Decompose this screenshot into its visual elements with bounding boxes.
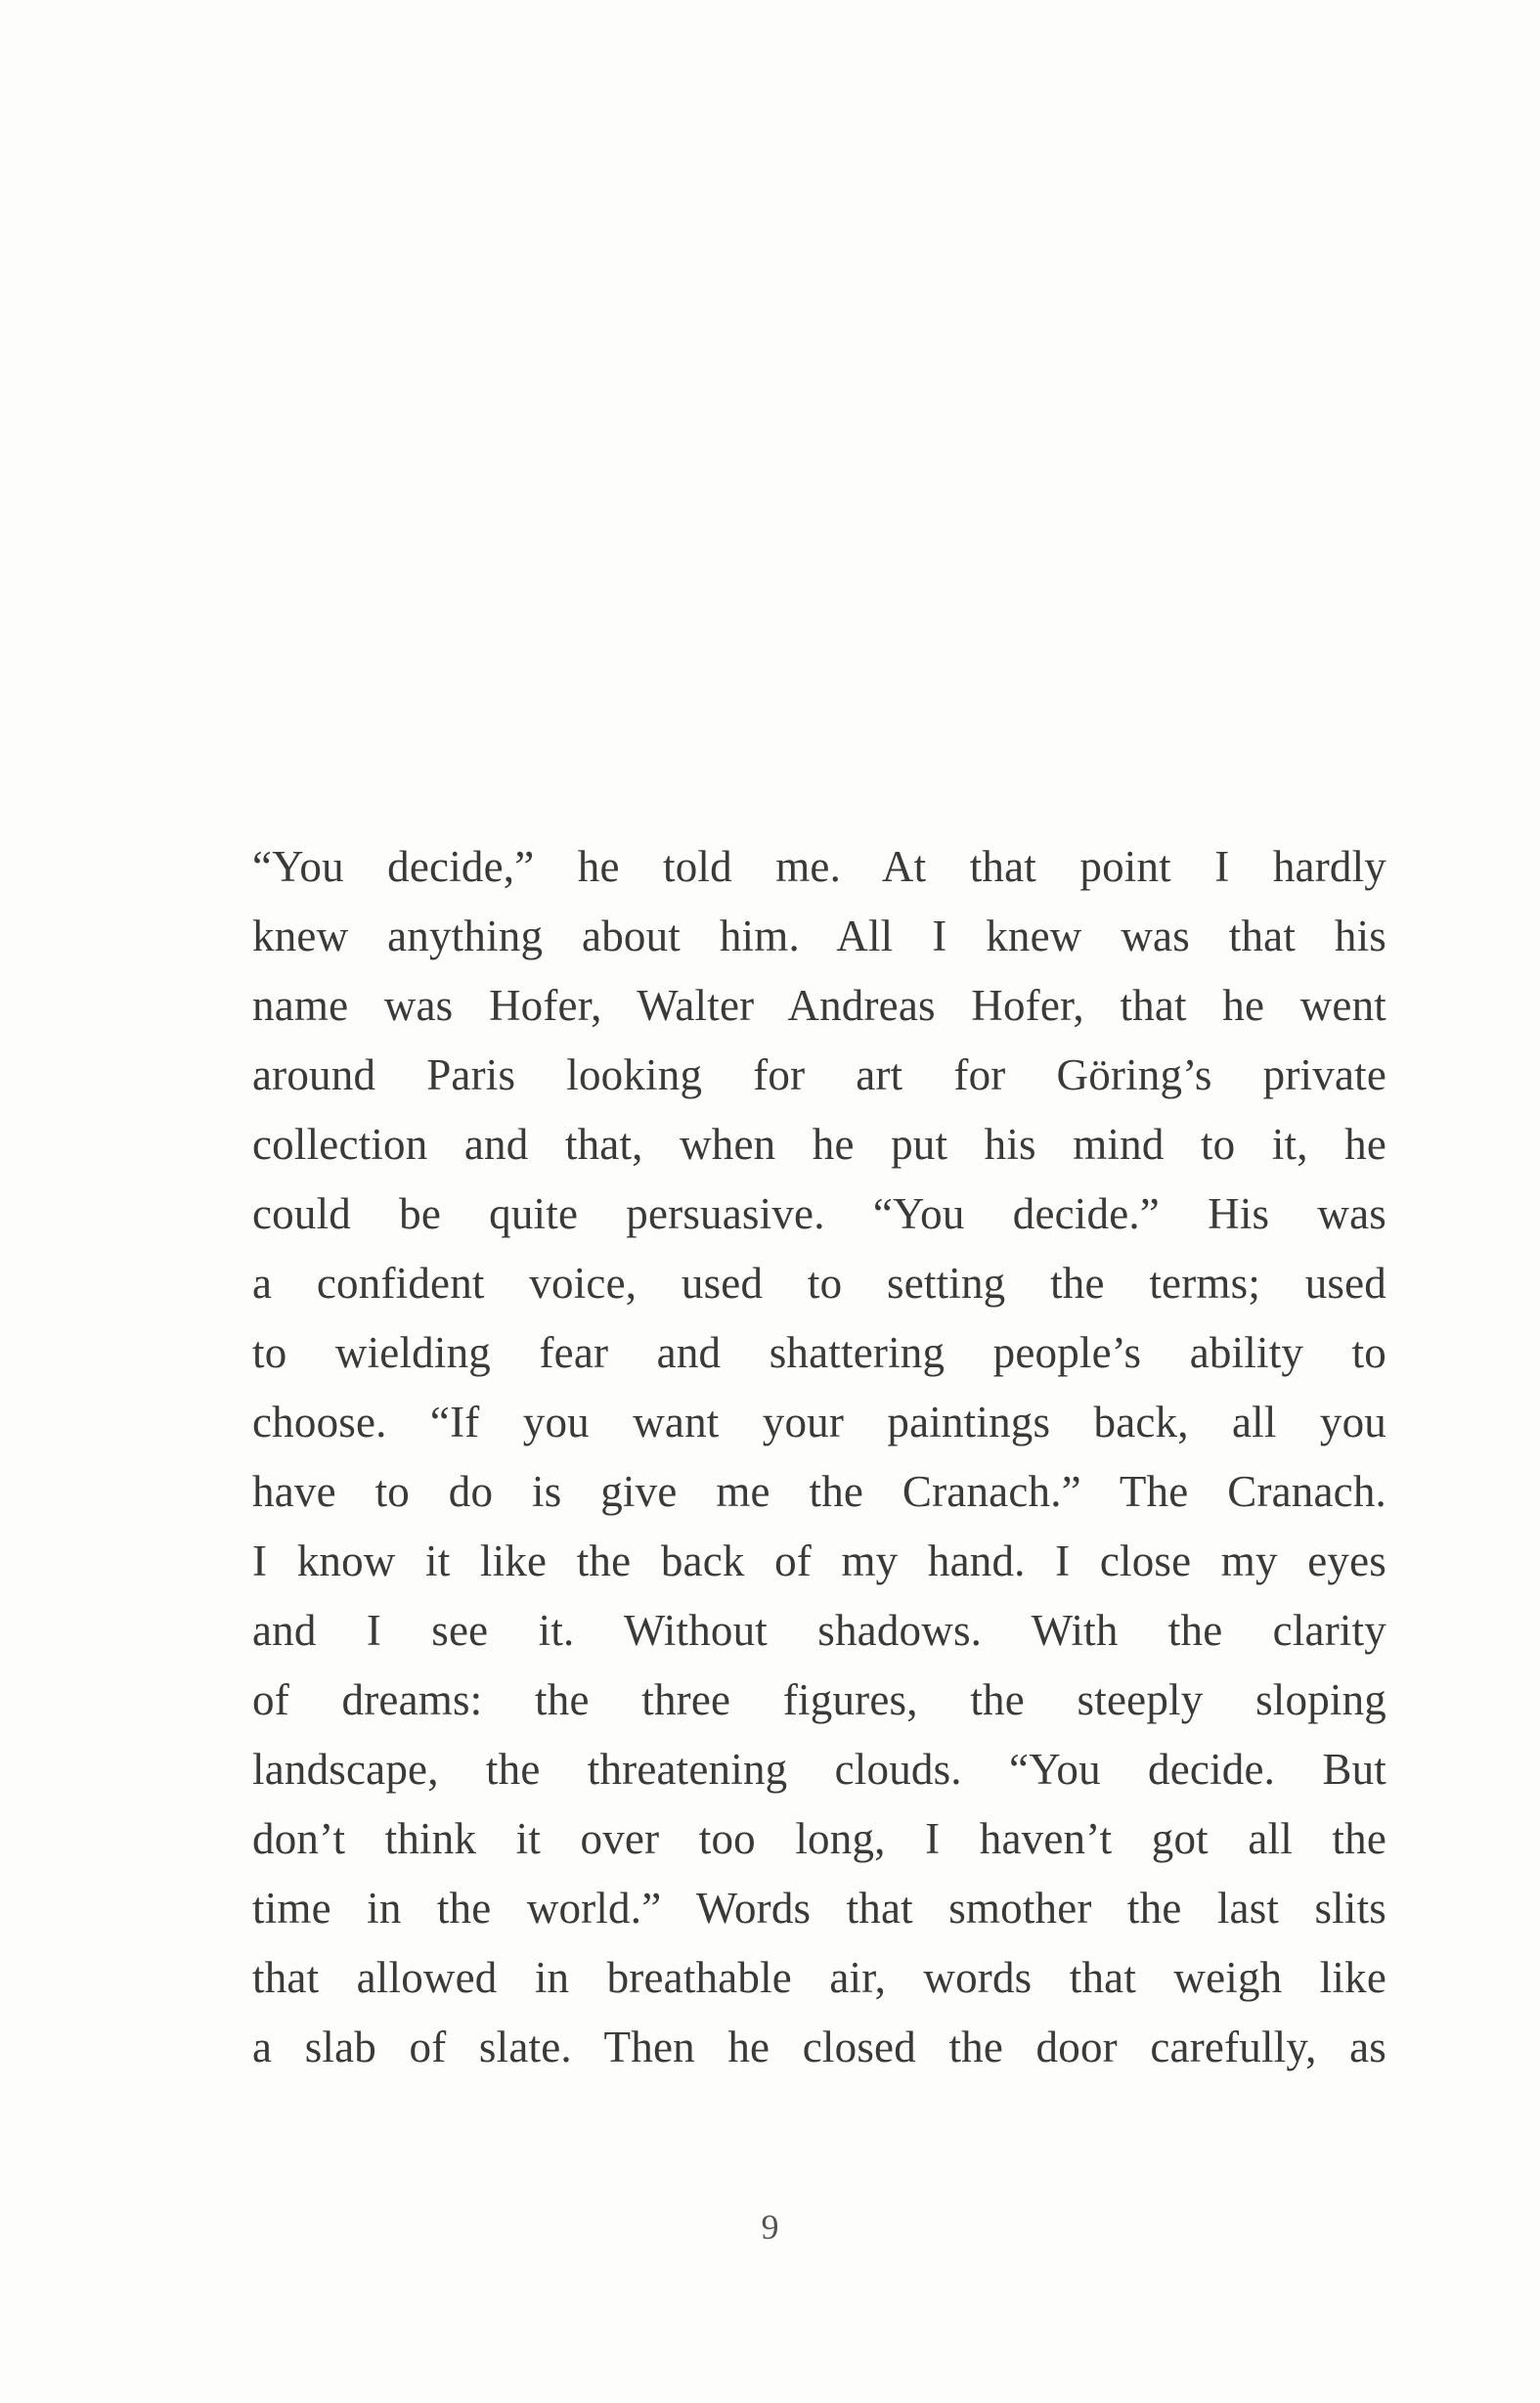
text-line: don’t think it over too long, I haven’t got all the [252, 1814, 1386, 1863]
text-line: landscape, the threatening clouds. “You decide. But [252, 1745, 1386, 1794]
text-line: a confident voice, used to setting the terms; used [252, 1259, 1386, 1308]
text-line: to wielding fear and shattering people’s ability to [252, 1328, 1386, 1377]
text-line: could be quite persuasive. “You decide.” His was [252, 1189, 1386, 1238]
text-line: collection and that, when he put his mind to it, he [252, 1120, 1386, 1169]
text-line: “You decide,” he told me. At that point I hardly [252, 842, 1386, 891]
page-number: 9 [761, 2207, 779, 2247]
text-line: knew anything about him. All I knew was that his [252, 912, 1386, 960]
text-line: name was Hofer, Walter Andreas Hofer, that he went [252, 981, 1386, 1030]
body-text [252, 832, 1386, 2082]
text-line: time in the world.” Words that smother the last slits [252, 1884, 1386, 1933]
text-line: and I see it. Without shadows. With the clarity [252, 1606, 1386, 1655]
text-line: I know it like the back of my hand. I close my eyes [252, 1536, 1386, 1585]
text-line: that allowed in breathable air, words that weigh like [252, 1953, 1386, 2002]
text-line: around Paris looking for art for Göring’s private [252, 1050, 1386, 1099]
text-line: choose. “If you want your paintings back, all you [252, 1398, 1386, 1446]
text-line: have to do is give me the Cranach.” The Cranach. [252, 1467, 1386, 1516]
text-line: of dreams: the three figures, the steeply sloping [252, 1675, 1386, 1724]
text-line: a slab of slate. Then he closed the door carefully, as [252, 2023, 1386, 2071]
